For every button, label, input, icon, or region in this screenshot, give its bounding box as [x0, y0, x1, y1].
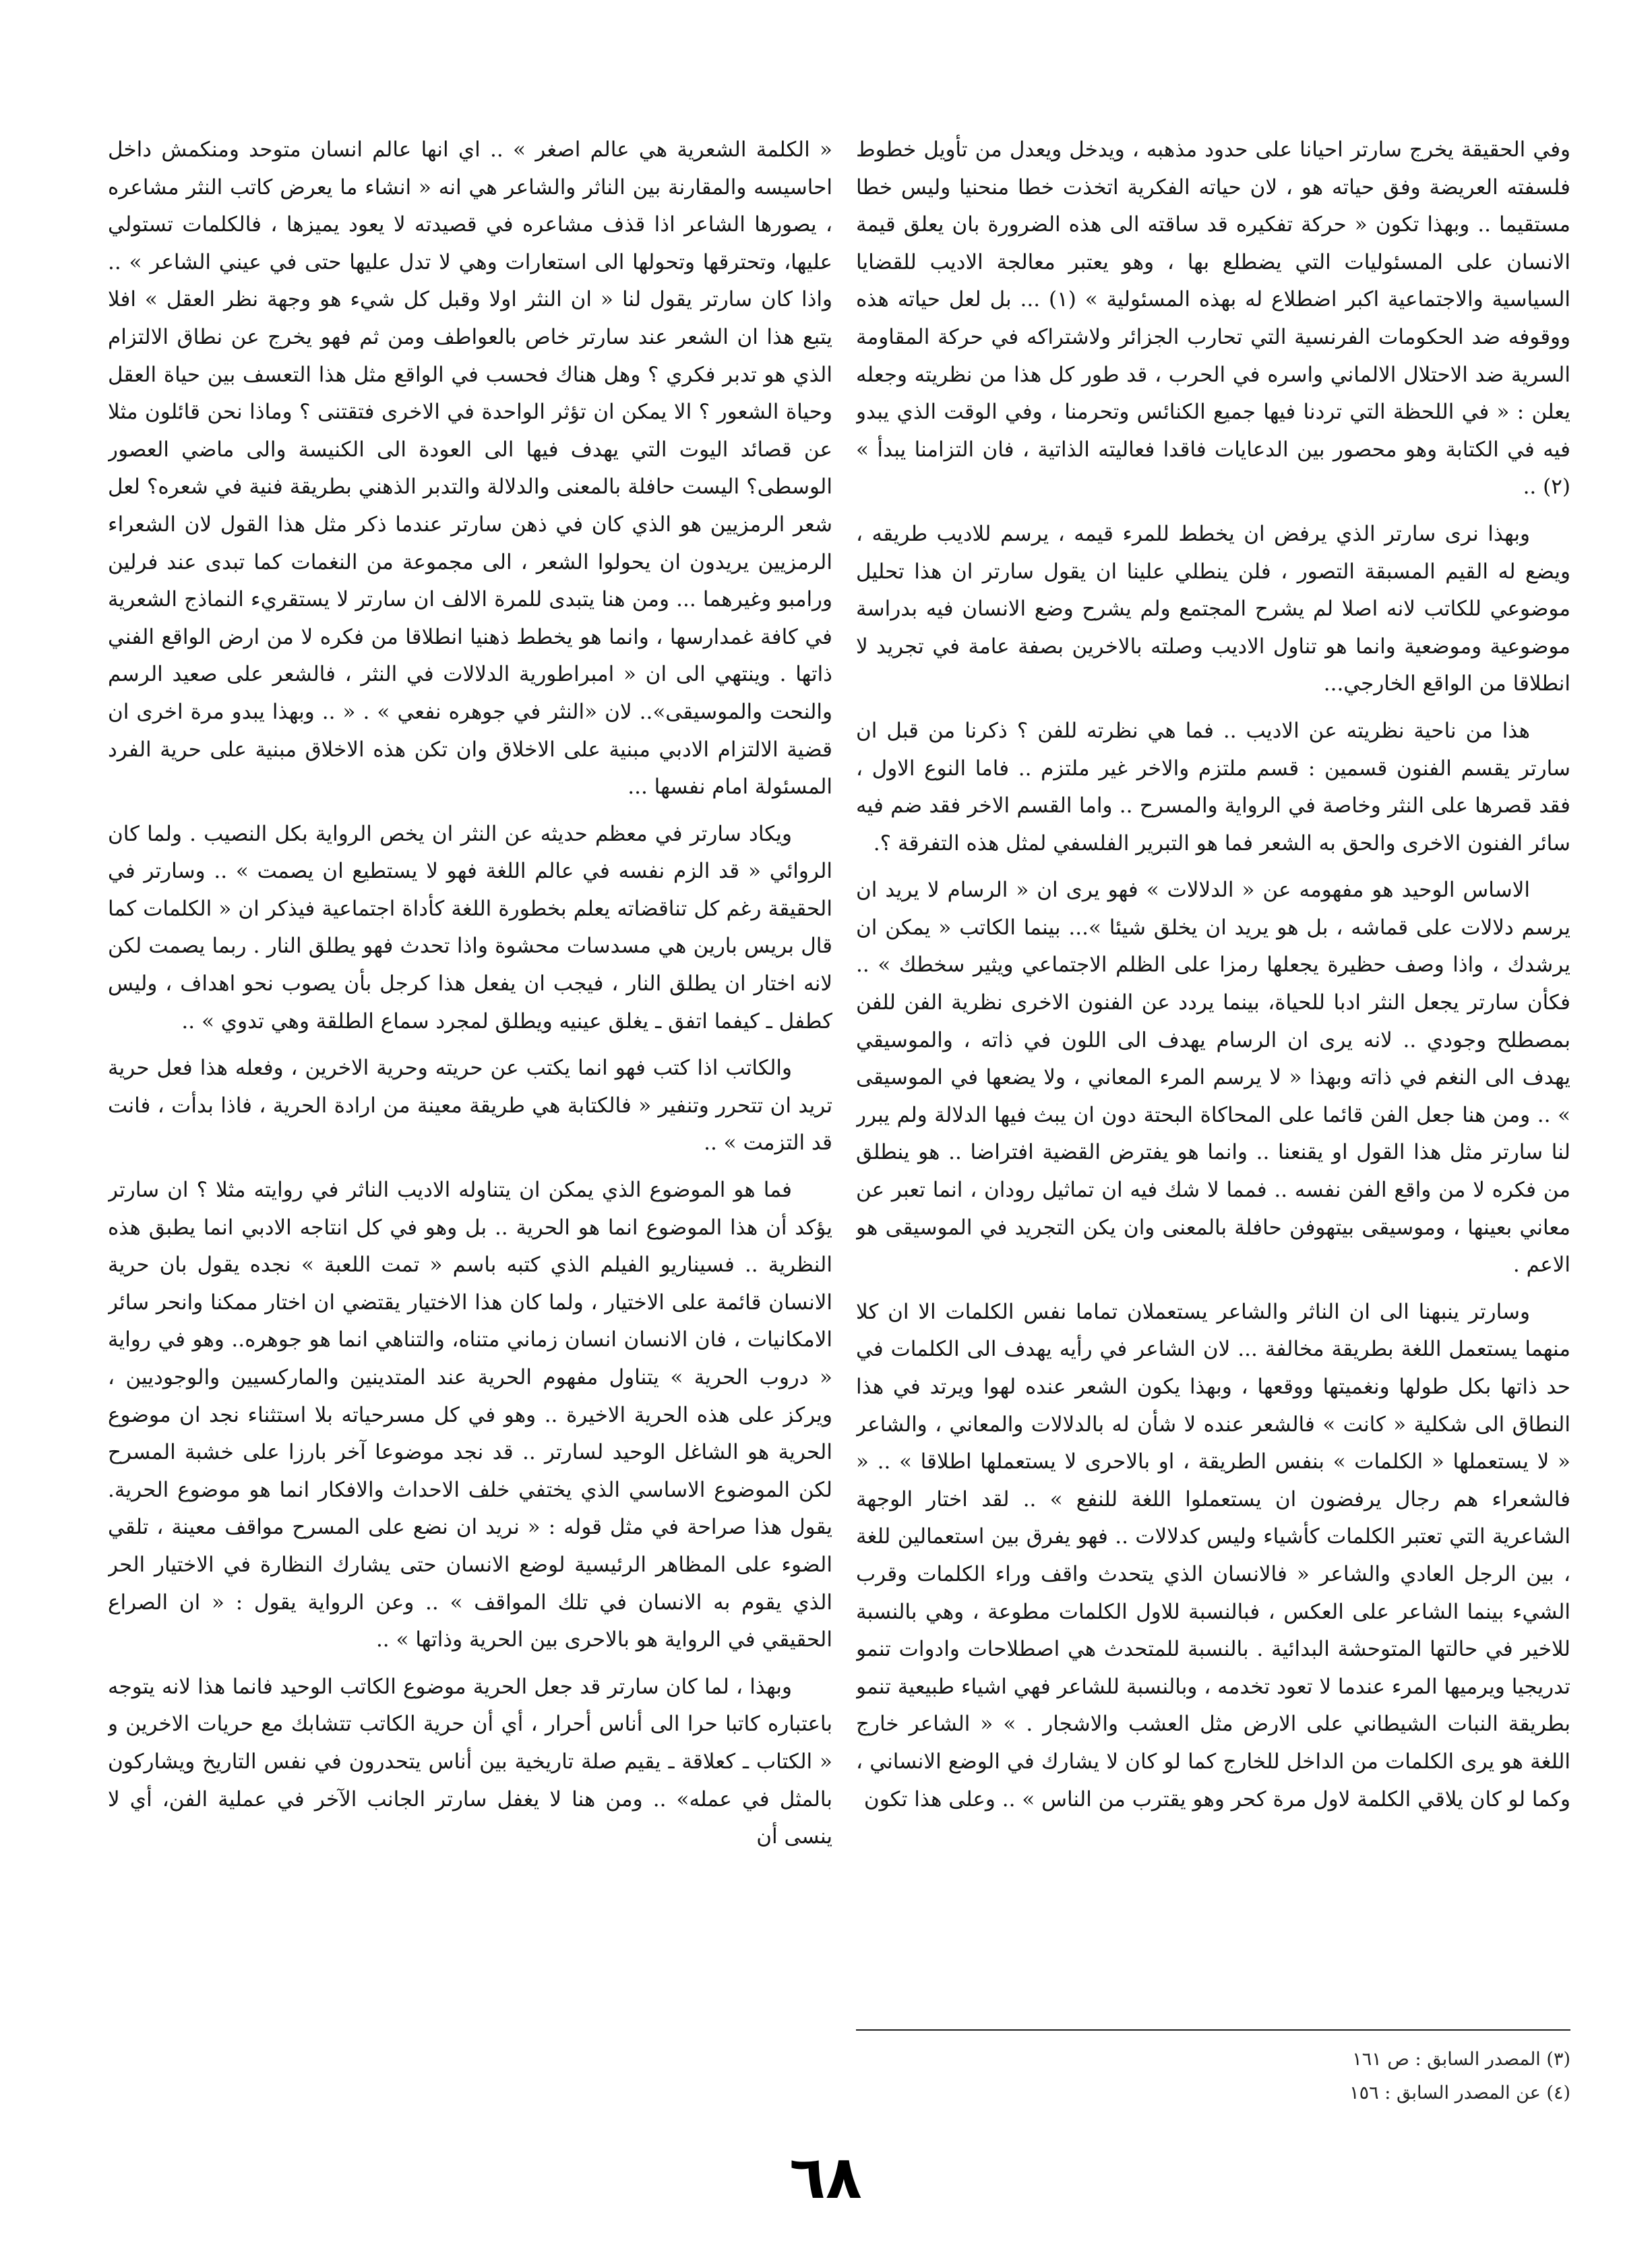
paragraph: « الكلمة الشعرية هي عالم اصغر » .. اي انها عالم انسان متوحد ومنكمش داخل احاسيسه والمقارنة بين الناثر والشاعر هي انه « انشاء ما يعرض كاتب النثر مشاعره ، يصورها الشاعر اذا قذف مشاعره في قصيدته لا يعود يميزها ، فالكلمات تستولي عليها، وتحترقها وتحولها الى استعارات وهي لا تدل عليها حتى في عيني الشاعر » .. واذا كان سارتر يقول لنا « ان النثر اولا وقبل كل شيء هو وجهة نظر العقل » افلا يتبع هذا ان الشعر عند سارتر خاص بالعواطف ومن ثم فهو يخرج عن نطاق الالتزام الذي هو تدبر فكري ؟ وهل هناك فحسب في الواقع مثل هذا التعسف بين حياة العقل وحياة الشعور ؟ الا يمكن ان تؤثر الواحدة في الاخرى فتقتنى ؟ وماذا نحن قائلون مثلا عن قصائد اليوت التي يهدف فيها الى العودة الى الكنيسة والى ماضي العصور الوسطى؟ اليست حافلة بالمعنى والدلالة والتدبر الذهني بطريقة فنية في شعره؟ لعل شعر الرمزيين هو الذي كان في ذهن سارتر عندما ذكر مثل هذا القول لان الشعراء الرمزيين يريدون ان يحولوا الشعر ، الى مجموعة من النغمات كما تبدى عند فرلين ورامبو وغيرهما ... ومن هنا يتبدى للمرة الالف ان سارتر لا يستقريء النماذج الشعرية في كافة غمدارسها ، وانما هو يخطط ذهنيا انطلاقا من فكره لا من ارض الواقع الفني ذاتها . وينتهي الى ان « امبراطورية الدلالات في النثر ، فالشعر على صعيد الرسم والنحت والموسيقى».. لان «النثر في جوهره نفعي » . « .. وبهذا يبدو مرة اخرى ان قضية الالتزام الادبي مبنية على الاخلاق وان تكن هذه الاخلاق مبنية على حرية الفرد المسئولة امام نفسها ...	[108, 138, 832, 800]
paragraph: هذا من ناحية نظريته عن الاديب .. فما هي نظرته للفن ؟ ذكرنا من قبل ان سارتر يقسم الفنون قسمين : قسم ملتزم والاخر غير ملتزم .. فاما النوع الاول ، فقد قصرها على النثر وخاصة في الرواية والمسرح .. واما القسم الاخر فقد ضم فيه سائر الفنون الاخرى والحق به الشعر فما هو التبرير الفلسفي لمثل هذه التفرقة ؟.	[856, 718, 1570, 856]
left-column	[108, 131, 832, 2134]
footnote-divider	[856, 2029, 1570, 2031]
paragraph: فما هو الموضوع الذي يمكن ان يتناوله الاديب الناثر في روايته مثلا ؟ ان سارتر يؤكد أن هذا الموضوع انما هو الحرية .. بل وهو في كل انتاجه الادبي انما يطبق هذه النظرية .. فسيناريو الفيلم الذي كتبه باسم « تمت اللعبة » نجده يقول بان حرية الانسان قائمة على الاختيار ، ولما كان هذا الاختيار يقتضي ان اختار ممكنا وانحر سائر الامكانيات ، فان الانسان انسان زماني متناه، والتناهي انما هو جوهره.. وهو في رواية « دروب الحرية » يتناول مفهوم الحرية عند المتدينين والماركسيين والوجوديين ، ويركز على هذه الحرية الاخيرة .. وهو في كل مسرحياته بلا استثناء نجد ان موضوع الحرية هو الشاغل الوحيد لسارتر .. قد نجد موضوعا آخر بارزا على خشبة المسرح لكن الموضوع الاساسي الذي يختفي خلف الاحداث والافكار انما هو موضوع الحرية. يقول هذا صراحة في مثل قوله : « نريد ان نضع على المسرح مواقف معينة ، تلقي الضوء على المظاهر الرئيسية لوضع الانسان حتى يشارك النظارة في الاختيار الحر الذي يقوم به الانسان في تلك المواقف » .. وعن الرواية يقول : « ان الصراع الحقيقي في الرواية هو بالاحرى بين الحرية وذاتها » ..	[108, 1178, 832, 1652]
footnote: (٤) عن المصدر السابق : ١٥٦	[1349, 2083, 1570, 2103]
footnote: (٣) المصدر السابق : ص ١٦١	[1352, 2049, 1570, 2070]
paragraph: وبهذا نرى سارتر الذي يرفض ان يخطط للمرء قيمه ، يرسم للاديب طريقه ، ويضع له القيم المسبقة التصور ، فلن ينطلي علينا ان يقول سارتر ان هذا تحليل موضوعي للكاتب لانه اصلا لم يشرح المجتمع ولم يشرح وضع الانسان فيه بدراسة موضوعية وموضعية وانما هو تناول الاديب وصلته بالاخرين بصفة عامة في تجريد لا انطلاقا من الواقع الخارجي...	[856, 521, 1570, 696]
paragraph: وبهذا ، لما كان سارتر قد جعل الحرية موضوع الكاتب الوحيد فانما هذا لانه يتوجه باعتباره كاتبا حرا الى أناس أحرار ، أي أن حرية الكاتب تتشابك مع حريات الاخرين و « الكتاب ـ كعلاقة ـ يقيم صلة تاريخية بين أناس يتحدرون في نفس التاريخ ويشاركون بالمثل في عمله» .. ومن هنا لا يغفل سارتر الجانب الآخر في عملية الفن، أي لا ينسى أن	[108, 1674, 832, 1849]
paragraph: والكاتب اذا كتب فهو انما يكتب عن حريته وحرية الاخرين ، وفعله هذا فعل حرية تريد ان تتحرر وتنفير « فالكتابة هي طريقة معينة من ارادة الحرية ، فاذا بدأت ، فانت قد التزمت » ..	[108, 1056, 832, 1156]
footnotes	[856, 2043, 1570, 2110]
page-number: ٦٨	[789, 2143, 862, 2212]
paragraph: ويكاد سارتر في معظم حديثه عن النثر ان يخص الرواية بكل النصيب . ولما كان الروائي « قد الزم نفسه في عالم اللغة فهو لا يستطيع ان يصمت » .. وسارتر في الحقيقة رغم كل تناقضاته يعلم بخطورة اللغة كأداة اجتماعية فيذكر ان « الكلمات كما قال بريس بارين هي مسدسات محشوة واذا تحدث فهو يطلق النار . ربما يصمت لكن لانه اختار ان يطلق النار ، فيجب ان يفعل هذا كرجل بأن يصوب نحو اهداف ، وليس كطفل ـ كيفما اتفق ـ يغلق عينيه ويطلق لمجرد سماع الطلقة وهي تدوي » ..	[108, 821, 832, 1034]
right-column	[856, 131, 1570, 2107]
paragraph: وفي الحقيقة يخرج سارتر احيانا على حدود مذهبه ، ويدخل ويعدل من تأويل خطوط فلسفته العريضة وفق حياته هو ، لان حياته الفكرية اتخذت خطا منحنيا وليس خطا مستقيما .. وبهذا تكون « حركة تفكيره قد ساقته الى هذه الضرورة بان يعلق قيمة الانسان على المسئوليات التي يضطلع بها ، وهو يعتبر معالجة الاديب للقضايا السياسية والاجتماعية اكبر اضطلاع له بهذه المسئولية » (١) ... بل لعل حياته هذه ووقوفه ضد الحكومات الفرنسية التي تحارب الجزائر ولاشتراكه في حركة المقاومة السرية ضد الاحتلال الالماني واسره في الحرب ، قد طور كل هذا من نظريته وجعله يعلن : « في اللحظة التي تردنا فيها جميع الكنائس وتحرمنا ، وفي الوقت الذي يبدو فيه في الكتابة وهو محصور بين الدعايات فاقدا فعاليته الذاتية ، فان التزامنا يبدأ » (٢) ..	[856, 138, 1570, 500]
paragraph: الاساس الوحيد هو مفهومه عن « الدلالات » فهو يرى ان « الرسام لا يريد ان يرسم دلالات على قماشه ، بل هو يريد ان يخلق شيئا »... بينما الكاتب « يمكن ان يرشدك ، واذا وصف حظيرة يجعلها رمزا على الظلم الاجتماعي ويثير سخطك » .. فكأن سارتر يجعل النثر ادبا للحياة، بينما يردد عن الفنون الاخرى نظرية الفن للفن بمصطلح وجودي .. لانه يرى ان الرسام يهدف الى اللون في ذاته ، والموسيقي يهدف الى النغم في ذاته وبهذا « لا يرسم المرء المعاني ، ولا يضعها في الموسيقى » .. ومن هنا جعل الفن قائما على المحاكاة البحتة دون ان يبث فيها الدلالة ولم يبرر لنا سارتر مثل هذا القول او يقنعنا .. وانما هو يفترض القضية افتراضا .. هو ينطلق من فكره لا من واقع الفن نفسه .. فمما لا شك فيه ان تماثيل رودان ، انما تعبر عن معاني بعينها ، وموسيقى بيتهوفن حافلة بالمعنى وان يكن التجريد في الموسيقى هو الاعم .	[856, 878, 1570, 1278]
paragraph: وسارتر ينبهنا الى ان الناثر والشاعر يستعملان تماما نفس الكلمات الا ان كلا منهما يستعمل اللغة بطريقة مخالفة ... لان الشاعر في رأيه يهدف الى الكلمات في حد ذاتها بكل طولها ونغميتها ووقعها ، وبهذا يكون الشعر عنده لهوا ويرتد في هذا النطاق الى شكلية « كانت » فالشعر عنده لا شأن له بالدلالات والمعاني ، والشاعر « لا يستعملها « الكلمات » بنفس الطريقة ، او بالاحرى لا يستعملها اطلاقا » .. « فالشعراء هم رجال يرفضون ان يستعملوا اللغة للنفع » .. لقد اختار الوجهة الشاعرية التي تعتبر الكلمات كأشياء وليس كدلالات .. فهو يفرق بين استعمالين للغة ، بين الرجل العادي والشاعر « فالانسان الذي يتحدث واقف وراء الكلمات وقرب الشيء بينما الشاعر على العكس ، فبالنسبة للاول الكلمات مطوعة ، وهي بالنسبة للاخير في حالتها المتوحشة البدائية . بالنسبة للمتحدث هي اصطلاحات وادوات تنمو تدريجيا ويرميها المرء عندما لا تعود تخدمه ، وبالنسبة للشاعر فهي اشياء طبيعية تنمو بطريقة النبات الشيطاني على الارض مثل العشب والاشجار . » « الشاعر خارج اللغة هو يرى الكلمات من الداخل للخارج كما لو كان لا يشارك في الوضع الانساني ، وكما لو كان يلاقي الكلمة لاول مرة كحر وهو يقترب من الناس » .. وعلى هذا تكون	[856, 1299, 1570, 1812]
